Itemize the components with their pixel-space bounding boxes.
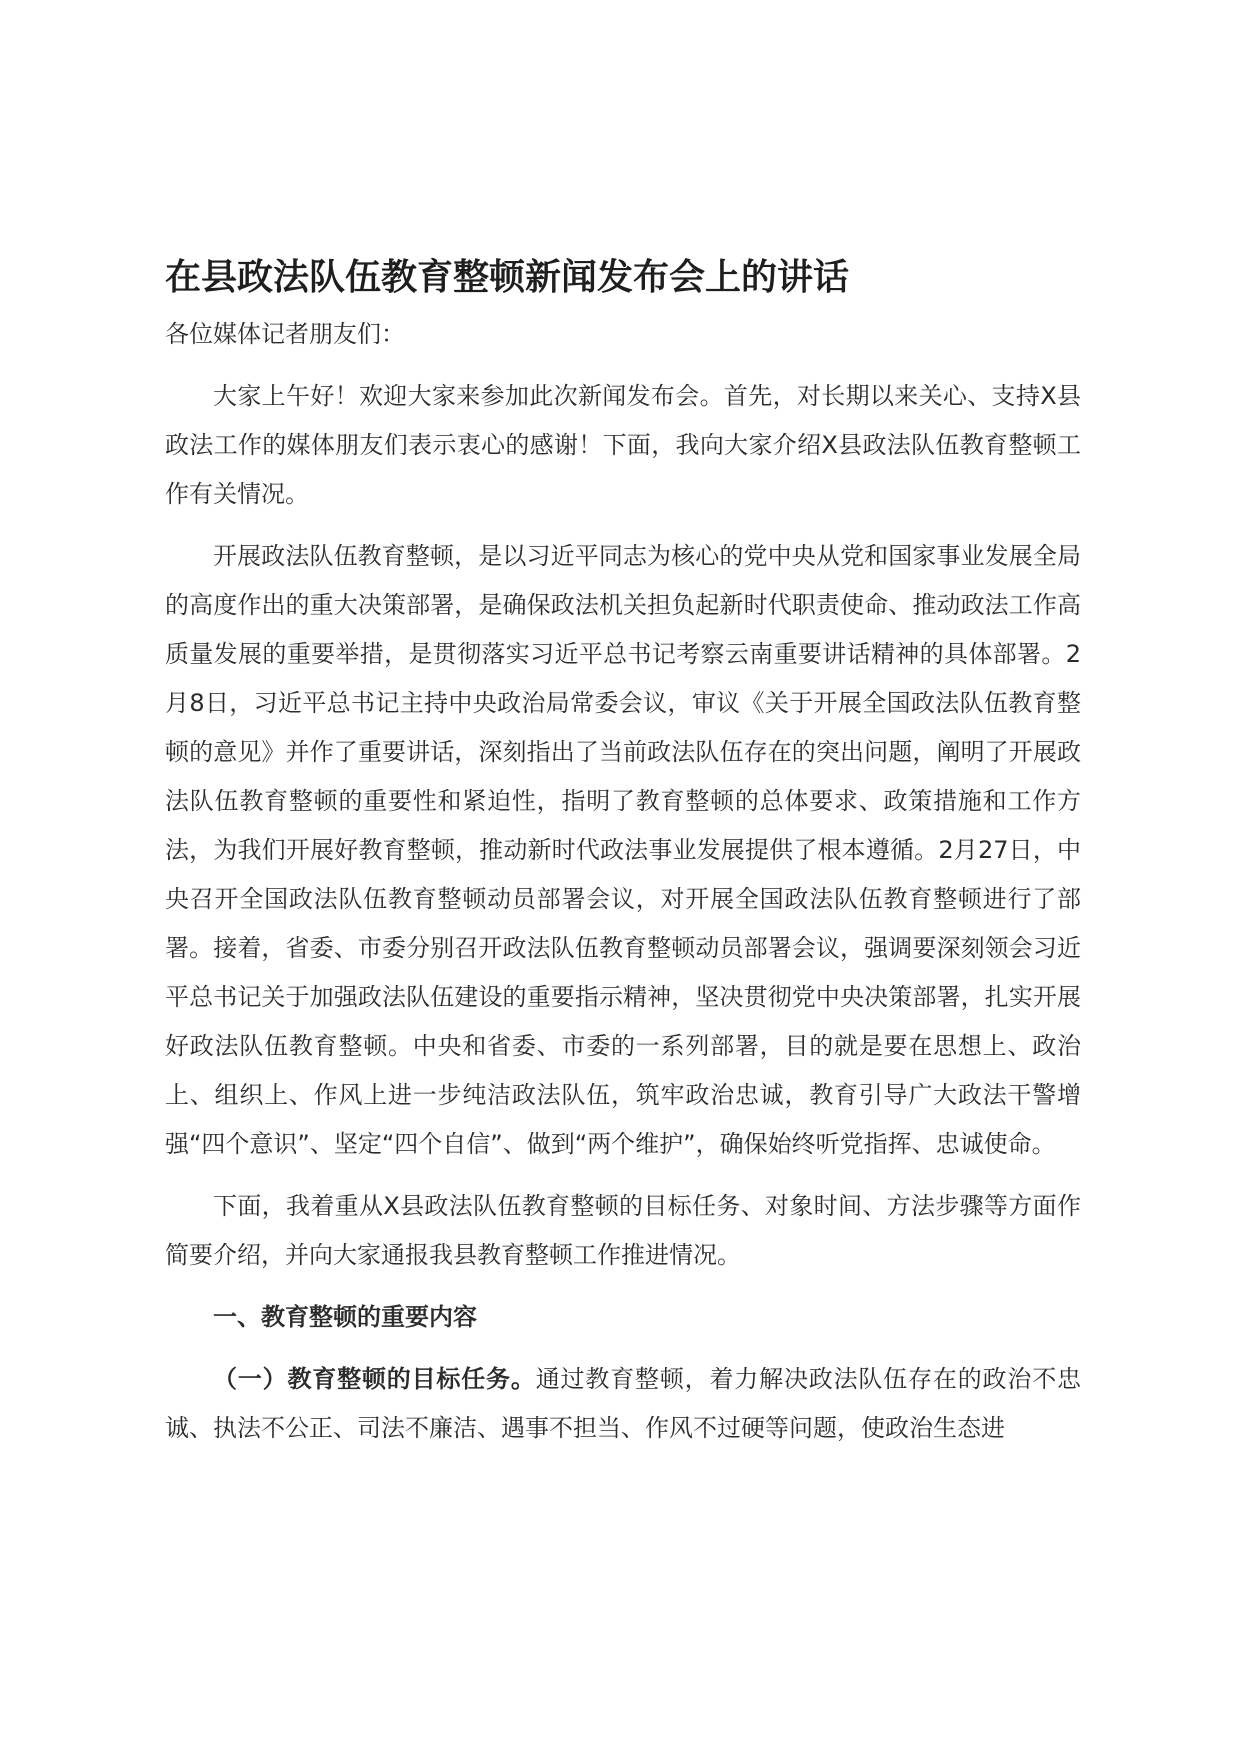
subsection-paragraph [165,1355,1081,1453]
subsection-text: 通过教育整顿，着力解决政法队伍存在的政治不忠诚、执法不公正、司法不廉洁、遇事不担当、作风不过硬等问题，使政治生态进 [165,1365,1082,1442]
salutation: 各位媒体记者朋友们： [165,320,405,348]
paragraph-welcome: 大家上午好！欢迎大家来参加此次新闻发布会。首先，对长期以来关心、支持X县政法工作的媒体朋友们表示衷心的感谢！下面，我向大家介绍X县政法队伍教育整顿工作有关情况。 [165,382,1081,508]
paragraph-overview: 下面，我着重从X县政法队伍教育整顿的目标任务、对象时间、方法步骤等方面作简要介绍，并向大家通报我县教育整顿工作推进情况。 [165,1192,1081,1269]
paragraph-background: 开展政法队伍教育整顿，是以习近平同志为核心的党中央从党和国家事业发展全局的高度作出的重大决策部署，是确保政法机关担负起新时代职责使命、推动政法工作高质量发展的重要举措，是贯彻落实习近平总书记考察云南重要讲话精神的具体部署。2月8日，习近平总书记主持中央政治局常委会议，审议《关于开展全国政法队伍教育整顿的意见》并作了重要讲话，深刻指出了当前政法队伍存在的突出问题，阐明了开展政法队伍教育整顿的重要性和紧迫性，指明了教育整顿的总体要求、政策措施和工作方法，为我们开展好教育整顿，推动新时代政法事业发展提供了根本遵循。2月27日，中央召开全国政法队伍教育整顿动员部署会议，对开展全国政法队伍教育整顿进行了部署。接着，省委、市委分别召开政法队伍教育整顿动员部署会议，强调要深刻领会习近平总书记关于加强政法队伍建设的重要指示精神，坚决贯彻党中央决策部署，扎实开展好政法队伍教育整顿。中央和省委、市委的一系列部署，目的就是要在思想上、政治上、组织上、作风上进一步纯洁政法队伍，筑牢政治忠诚，教育引导广大政法干警增强“四个意识”、坚定“四个自信”、做到“两个维护”，确保始终听党指挥、忠诚使命。 [165,542,1081,1158]
document-body [165,246,1081,1466]
document-title: 在县政法队伍教育整顿新闻发布会上的讲话 [165,257,850,298]
subsection-lead: （一）教育整顿的目标任务。 [213,1365,536,1393]
section-heading: 一、教育整顿的重要内容 [213,1303,477,1331]
